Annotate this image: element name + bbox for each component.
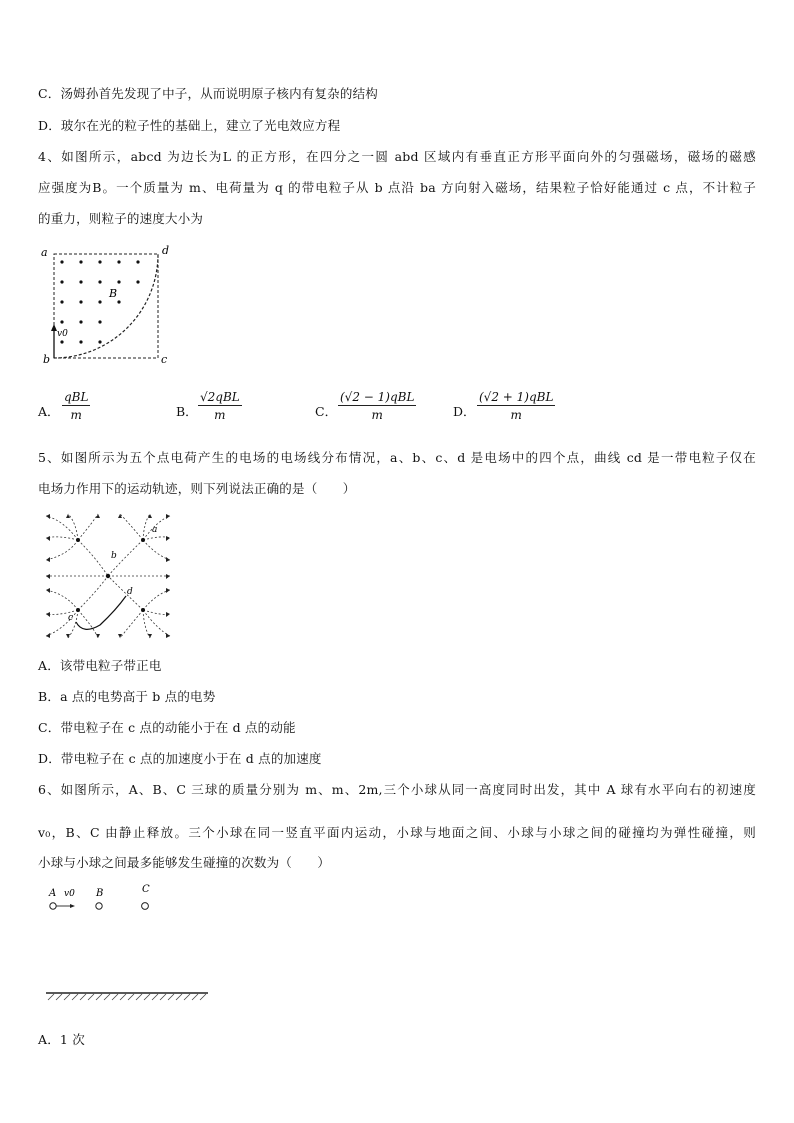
q4-option-c-formula bbox=[338, 390, 416, 422]
q5-text-line1: 5、如图所示为五个点电荷产生的电场的电场线分布情况，a、b、c、d 是电场中的四个点，曲线 cd 是一带电粒子仅在 bbox=[38, 450, 756, 465]
q4-option-d-num: (√2 + 1)qBL bbox=[479, 390, 554, 404]
q5-option-d: D．带电粒子在 c 点的加速度小于在 d 点的加速度 bbox=[38, 751, 322, 766]
fig5-label-d: d bbox=[127, 587, 133, 597]
fig5-label-c: c bbox=[68, 613, 74, 623]
q4-option-b-den: m bbox=[214, 408, 226, 422]
q4-option-a-label: A． bbox=[38, 404, 60, 419]
q4-option-b-label: B． bbox=[176, 404, 198, 419]
q4-figure bbox=[38, 240, 178, 366]
fig4-label-d: d bbox=[162, 244, 170, 257]
option-d-previous: D．玻尔在光的粒子性的基础上，建立了光电效应方程 bbox=[38, 118, 341, 133]
q4-option-c-num: (√2 − 1)qBL bbox=[340, 390, 415, 404]
q6-option-a: A．1 次 bbox=[38, 1032, 85, 1047]
q5-figure bbox=[38, 510, 178, 642]
q6-text-line2: v₀，B、C 由静止释放。三个小球在同一竖直平面内运动，小球与地面之间、小球与小球之间的碰撞均为弹性碰撞，则 bbox=[38, 825, 756, 840]
q6-text-line1: 6、如图所示，A、B、C 三球的质量分别为 m、m、2m,三个小球从同一高度同时出发，其中 A 球有水平向右的初速度 bbox=[38, 782, 756, 797]
fig4-label-c: c bbox=[161, 353, 168, 366]
fig4-label-field: B bbox=[109, 287, 118, 300]
q4-option-c-label: C． bbox=[315, 404, 338, 419]
q5-option-c: C．带电粒子在 c 点的动能小于在 d 点的动能 bbox=[38, 720, 296, 735]
q5-option-b: B．a 点的电势高于 b 点的电势 bbox=[38, 689, 216, 704]
fig4-label-b: b bbox=[43, 353, 51, 366]
fig6-label-c: C bbox=[142, 884, 150, 895]
fig4-label-a: a bbox=[41, 246, 48, 259]
q4-option-a-den: m bbox=[70, 408, 82, 422]
q4-option-b-formula bbox=[198, 390, 242, 422]
q4-option-c-den: m bbox=[371, 408, 383, 422]
option-c-previous: C．汤姆孙首先发现了中子，从而说明原子核内有复杂的结构 bbox=[38, 86, 378, 101]
fig5-label-a: a bbox=[152, 525, 158, 535]
fig6-label-b: B bbox=[96, 888, 104, 899]
q4-text-line1: 4、如图所示，abcd 为边长为L 的正方形，在四分之一圆 abd 区域内有垂直正方形平面向外的匀强磁场，磁场的磁感 bbox=[38, 149, 756, 164]
fig6-label-a: A bbox=[49, 888, 57, 899]
q4-option-a-num: qBL bbox=[64, 390, 89, 404]
fig5-label-b: b bbox=[111, 551, 117, 561]
q4-option-d-formula bbox=[477, 390, 555, 422]
q4-text-line3: 的重力，则粒子的速度大小为 bbox=[38, 211, 204, 226]
q5-option-a: A．该带电粒子带正电 bbox=[38, 658, 162, 673]
q4-option-d-den: m bbox=[510, 408, 522, 422]
q4-option-a-formula bbox=[62, 390, 90, 422]
q6-text-line3: 小球与小球之间最多能够发生碰撞的次数为（ ） bbox=[38, 855, 331, 870]
q4-text-line2: 应强度为B。一个质量为 m、电荷量为 q 的带电粒子从 b 点沿 ba 方向射入磁场，结果粒子恰好能通过 c 点，不计粒子 bbox=[38, 180, 756, 195]
fig4-label-v0: v0 bbox=[57, 329, 68, 339]
fig6-label-v0: v0 bbox=[64, 889, 75, 899]
q4-option-d-label: D． bbox=[453, 404, 476, 419]
q6-figure bbox=[38, 882, 218, 1004]
q5-text-line2: 电场力作用下的运动轨迹，则下列说法正确的是（ ） bbox=[38, 481, 356, 496]
q4-option-b-num: √2qBL bbox=[200, 390, 240, 404]
